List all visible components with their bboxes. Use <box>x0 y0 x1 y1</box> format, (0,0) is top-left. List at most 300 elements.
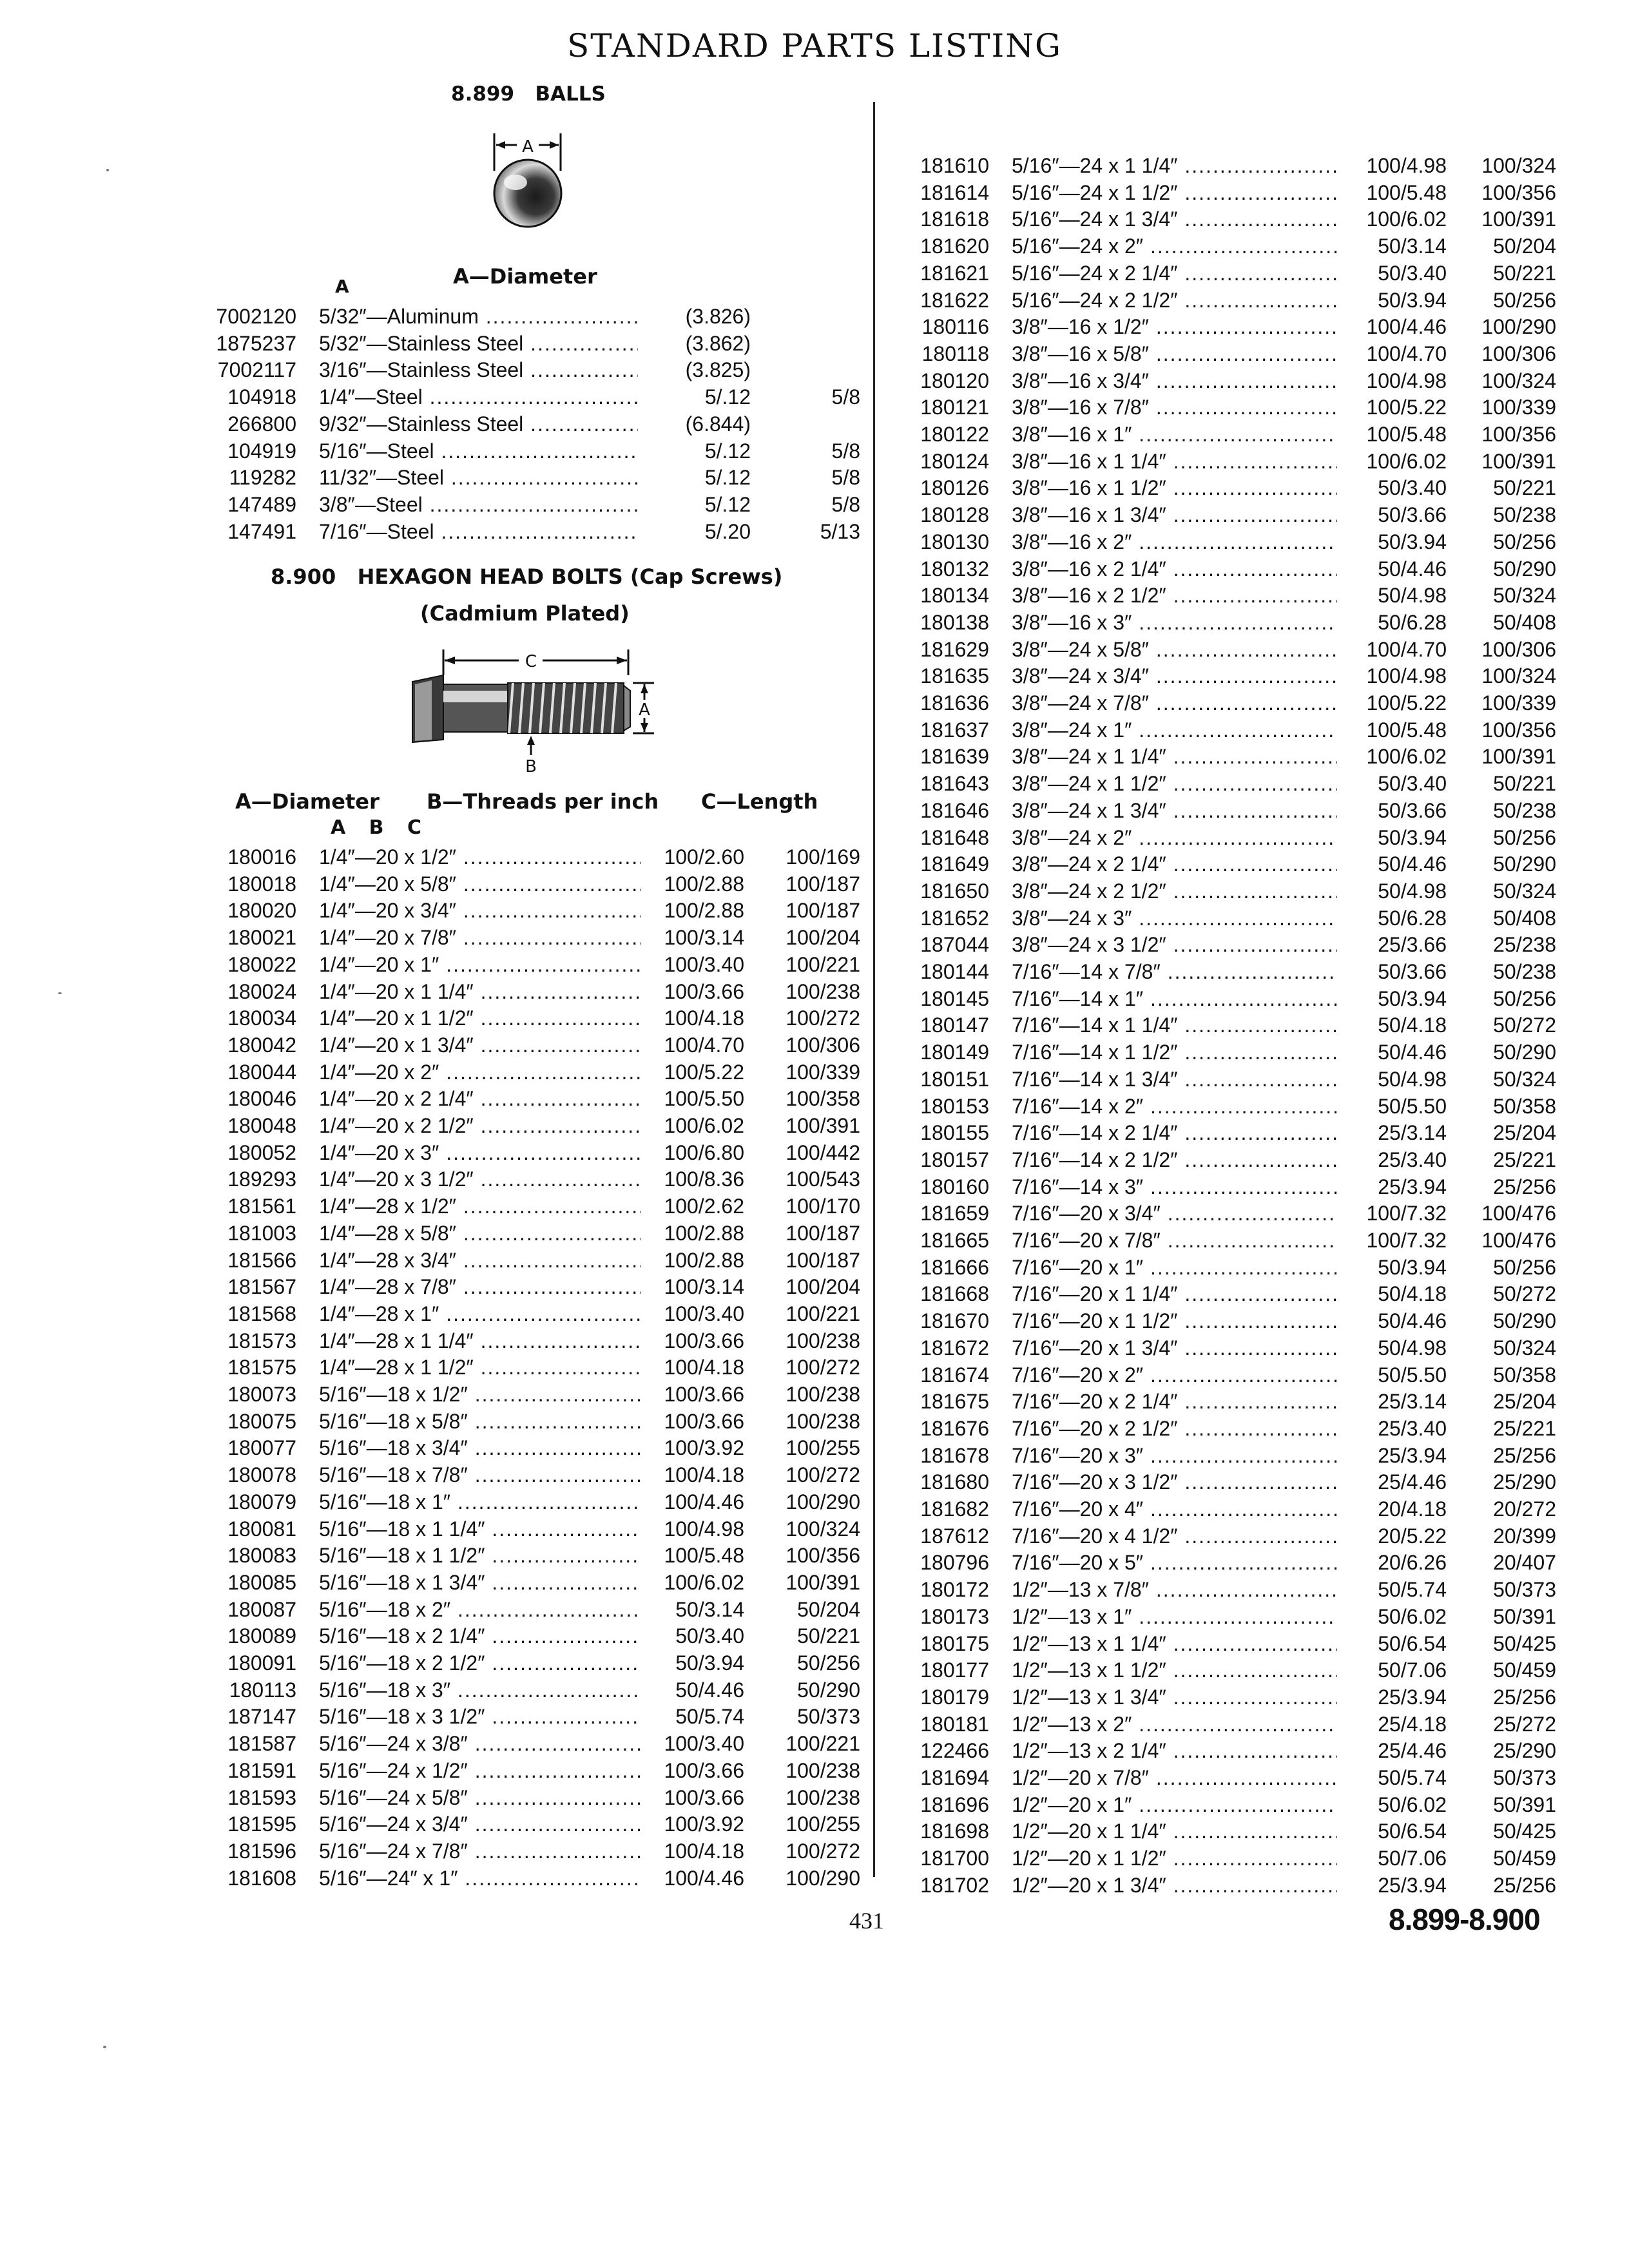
ball-description: 5/32″—Aluminum ..... <box>319 303 638 330</box>
bolt-row <box>886 717 1563 744</box>
bolt-size: 5/16″—24 x 1 1/4″ ..... <box>1012 153 1337 179</box>
ball-diagram-icon <box>477 126 580 238</box>
bolt-size: 7/16″—20 x 7/8″ ..... <box>1012 1227 1337 1254</box>
bolt-row <box>886 341 1563 367</box>
bolt-price-alt: 100/272 <box>786 1006 860 1030</box>
bolt-size: 1/2″—13 x 2″ ..... <box>1012 1711 1337 1738</box>
part-number: 180113 <box>229 1678 296 1702</box>
bolt-price: 100/3.66 <box>664 1329 744 1352</box>
part-number: 181618 <box>920 207 989 231</box>
bolt-row <box>193 1489 870 1515</box>
bolt-size: 3/8″—24 x 1″ ..... <box>1012 717 1337 744</box>
bolt-size: 3/8″—16 x 2 1/2″ ..... <box>1012 582 1337 609</box>
bolt-price: 100/6.80 <box>664 1140 744 1164</box>
bolt-row <box>886 1765 1563 1791</box>
part-number: 180018 <box>227 872 296 896</box>
bolt-price-alt: 100/391 <box>1481 745 1556 769</box>
bolt-price-alt: 50/373 <box>1493 1766 1556 1789</box>
bolt-row <box>886 1792 1563 1818</box>
bolt-price: 50/3.40 <box>1378 476 1447 500</box>
bolt-row <box>886 233 1563 260</box>
bolt-price-alt: 50/238 <box>1493 960 1556 983</box>
bolt-price: 100/4.98 <box>1366 369 1447 392</box>
bolt-row <box>886 986 1563 1012</box>
bolt-row <box>886 529 1563 555</box>
ball-row <box>193 438 870 465</box>
part-number: 180089 <box>227 1624 296 1648</box>
bolt-price-alt: 50/290 <box>1493 557 1556 581</box>
bolt-price: 25/4.18 <box>1378 1712 1447 1736</box>
part-number: 147491 <box>227 519 296 543</box>
bolt-row <box>886 1389 1563 1415</box>
bolt-size: 7/16″—20 x 2″ ..... <box>1012 1362 1337 1389</box>
bolt-row <box>886 851 1563 878</box>
bolt-price-alt: 50/256 <box>1493 986 1556 1010</box>
bolt-row <box>193 1274 870 1300</box>
part-number: 181635 <box>920 664 989 688</box>
bolt-price-alt: 50/256 <box>1493 288 1556 312</box>
part-number: 180181 <box>920 1712 989 1736</box>
part-number: 181649 <box>920 852 989 876</box>
bolt-price: 100/6.02 <box>664 1114 744 1137</box>
part-number: 180042 <box>227 1033 296 1057</box>
ball-std-pack: 5/8 <box>831 439 860 463</box>
bolt-size: 3/8″—16 x 1/2″ ..... <box>1012 314 1337 340</box>
bolt-row <box>886 1604 1563 1630</box>
bolt-size: 5/16″—24 x 1/2″ ..... <box>319 1758 641 1784</box>
bolt-price: 100/2.88 <box>664 872 744 896</box>
bolt-price-alt: 50/324 <box>1493 1067 1556 1091</box>
bolt-row <box>886 771 1563 797</box>
part-number: 181608 <box>227 1866 296 1890</box>
bolt-row <box>886 690 1563 716</box>
bolt-size: 5/16″—18 x 1/2″ ..... <box>319 1381 641 1408</box>
bolt-row <box>193 1570 870 1596</box>
bolt-row <box>193 1731 870 1757</box>
bolt-price: 100/4.98 <box>664 1517 744 1541</box>
part-number: 181639 <box>920 745 989 769</box>
bolt-row <box>886 1200 1563 1227</box>
bolt-price-alt: 50/290 <box>797 1678 860 1702</box>
bolt-price-alt: 50/204 <box>1493 235 1556 258</box>
bolt-size: 1/4″—20 x 7/8″ ..... <box>319 925 641 951</box>
bolt-price-alt: 50/425 <box>1493 1820 1556 1843</box>
bolt-price-alt: 100/442 <box>786 1140 860 1164</box>
part-number: 180079 <box>227 1490 296 1514</box>
bolt-row <box>886 1845 1563 1872</box>
bolt-diagram-icon <box>406 644 670 773</box>
bolt-row <box>886 1120 1563 1146</box>
bolt-size: 1/2″—13 x 1 1/2″ ..... <box>1012 1657 1337 1684</box>
part-number: 181682 <box>920 1497 989 1521</box>
bolt-price: 100/4.98 <box>1366 664 1447 688</box>
bolt-price-alt: 100/290 <box>786 1866 860 1890</box>
bolt-size: 3/8″—16 x 3/4″ ..... <box>1012 368 1337 394</box>
part-number: 181648 <box>920 825 989 849</box>
bolt-price: 100/3.40 <box>664 1302 744 1325</box>
bolt-row <box>193 1811 870 1838</box>
bolt-price: 100/4.18 <box>664 1839 744 1863</box>
scan-speck <box>58 992 62 994</box>
bolt-size: 1/4″—20 x 2 1/4″ ..... <box>319 1086 641 1112</box>
ball-row <box>193 331 870 357</box>
bolt-price-alt: 50/256 <box>797 1651 860 1675</box>
bolt-row <box>886 1523 1563 1550</box>
part-number: 180077 <box>227 1436 296 1460</box>
bolt-size: 5/16″—18 x 2 1/4″ ..... <box>319 1623 641 1649</box>
bolt-price-alt: 100/356 <box>1481 423 1556 446</box>
bolt-size: 1/4″—20 x 1 1/2″ ..... <box>319 1005 641 1032</box>
part-number: 180078 <box>227 1463 296 1487</box>
part-number: 189293 <box>227 1168 296 1191</box>
bolt-size: 7/16″—20 x 3 1/2″ ..... <box>1012 1469 1337 1495</box>
bolt-price: 50/7.06 <box>1378 1658 1447 1682</box>
bolt-price-alt: 50/425 <box>1493 1631 1556 1655</box>
bolt-price-alt: 20/399 <box>1493 1524 1556 1548</box>
bolt-row <box>886 556 1563 582</box>
bolt-size: 7/16″—14 x 1 3/4″ ..... <box>1012 1066 1337 1093</box>
bolt-row <box>886 825 1563 851</box>
ball-price: 5/.20 <box>704 519 751 543</box>
bolt-price: 100/5.22 <box>664 1060 744 1084</box>
bolt-price-alt: 100/391 <box>1481 449 1556 473</box>
bolt-size: 1/2″—13 x 1 1/4″ ..... <box>1012 1631 1337 1657</box>
bolt-price-alt: 50/408 <box>1493 906 1556 930</box>
part-number: 181566 <box>227 1248 296 1272</box>
bolt-price-alt: 50/373 <box>797 1705 860 1729</box>
bolt-price: 100/7.32 <box>1366 1229 1447 1252</box>
bolt-row <box>193 1542 870 1569</box>
bolt-price: 100/3.40 <box>664 1732 744 1756</box>
part-number: 181593 <box>227 1785 296 1809</box>
bolt-price-alt: 50/391 <box>1493 1792 1556 1816</box>
part-number: 181621 <box>920 261 989 285</box>
bolt-row <box>886 1093 1563 1120</box>
part-number: 180132 <box>920 557 989 581</box>
bolt-price: 50/3.14 <box>1378 235 1447 258</box>
bolt-row <box>886 1066 1563 1093</box>
bolt-price: 50/4.98 <box>1378 1067 1447 1091</box>
bolt-size: 7/16″—20 x 4″ ..... <box>1012 1496 1337 1523</box>
bolt-price-alt: 25/272 <box>1493 1712 1556 1736</box>
bolt-row <box>193 1838 870 1865</box>
bolt-price: 100/3.40 <box>664 952 744 976</box>
bolt-size: 7/16″—20 x 1 1/4″ ..... <box>1012 1281 1337 1307</box>
bolt-size: 3/8″—24 x 2″ ..... <box>1012 825 1337 851</box>
part-number: 181665 <box>920 1229 989 1252</box>
part-number: 180147 <box>920 1014 989 1037</box>
part-number: 147489 <box>227 492 296 516</box>
ball-price: 5/.12 <box>704 492 751 516</box>
bolt-price-alt: 100/339 <box>1481 691 1556 715</box>
bolt-price: 50/5.50 <box>1378 1363 1447 1387</box>
bolt-price-alt: 100/238 <box>786 1785 860 1809</box>
bolt-row <box>886 1443 1563 1469</box>
bolt-price: 25/3.94 <box>1378 1685 1447 1709</box>
part-number: 180124 <box>920 449 989 473</box>
bolt-row <box>193 1113 870 1139</box>
part-number: 180149 <box>920 1041 989 1064</box>
part-number: 181575 <box>227 1356 296 1379</box>
part-number: 181573 <box>227 1329 296 1352</box>
section-range: 8.899-8.900 <box>1389 1903 1540 1936</box>
part-number: 181636 <box>920 691 989 715</box>
bolt-price: 50/4.46 <box>675 1678 744 1702</box>
bolt-size: 1/2″—20 x 1″ ..... <box>1012 1792 1337 1818</box>
bolt-size: 1/4″—28 x 1/2″ ..... <box>319 1193 641 1220</box>
bolt-size: 7/16″—20 x 1 1/2″ ..... <box>1012 1308 1337 1334</box>
part-number: 181676 <box>920 1416 989 1440</box>
bolt-size: 3/8″—16 x 2 1/4″ ..... <box>1012 556 1337 582</box>
bolt-row <box>886 394 1563 421</box>
bolt-price: 25/3.40 <box>1378 1148 1447 1171</box>
bolt-price: 50/7.06 <box>1378 1847 1447 1870</box>
bolt-row <box>193 871 870 898</box>
bolt-size: 3/8″—24 x 1 3/4″ ..... <box>1012 798 1337 824</box>
bolt-row <box>193 1328 870 1354</box>
part-number: 181637 <box>920 718 989 742</box>
bolt-price-alt: 20/272 <box>1493 1497 1556 1521</box>
bolt-price: 100/6.02 <box>1366 207 1447 231</box>
bolt-price-alt: 50/290 <box>1493 852 1556 876</box>
part-number: 181674 <box>920 1363 989 1387</box>
bolt-price-alt: 50/459 <box>1493 1658 1556 1682</box>
bolt-price-alt: 100/169 <box>786 845 860 869</box>
bolt-row <box>886 421 1563 448</box>
part-number: 180024 <box>227 979 296 1003</box>
bolt-size: 1/4″—28 x 1″ ..... <box>319 1301 641 1327</box>
bolt-price-alt: 50/408 <box>1493 610 1556 634</box>
bolt-row <box>193 1677 870 1704</box>
bolt-price-alt: 100/255 <box>786 1812 860 1836</box>
part-number: 181659 <box>920 1202 989 1225</box>
bolt-size: 5/16″—18 x 1 1/2″ ..... <box>319 1542 641 1569</box>
part-number: 181702 <box>920 1873 989 1897</box>
bolt-price-alt: 25/221 <box>1493 1416 1556 1440</box>
bolt-price: 100/5.50 <box>664 1087 744 1111</box>
bolt-price: 100/3.92 <box>664 1812 744 1836</box>
bolt-price: 20/6.26 <box>1378 1551 1447 1575</box>
bolt-price-alt: 100/324 <box>786 1517 860 1541</box>
ball-std-pack: 5/8 <box>831 492 860 516</box>
bolt-price: 100/3.66 <box>664 1409 744 1433</box>
bolt-price-alt: 100/238 <box>786 979 860 1003</box>
bolt-row <box>193 1247 870 1274</box>
bolt-price: 25/4.46 <box>1378 1739 1447 1763</box>
bolt-price: 100/7.32 <box>1366 1202 1447 1225</box>
bolt-price-alt: 100/391 <box>786 1570 860 1594</box>
bolt-price: 100/3.92 <box>664 1436 744 1460</box>
part-number: 181620 <box>920 235 989 258</box>
bolt-size: 3/8″—24 x 3 1/2″ ..... <box>1012 932 1337 958</box>
bolt-size: 1/4″—20 x 3 1/2″ ..... <box>319 1166 641 1193</box>
part-number: 181700 <box>920 1847 989 1870</box>
part-number: 180073 <box>227 1383 296 1406</box>
bolt-size: 5/16″—24 x 2 1/4″ ..... <box>1012 260 1337 287</box>
bolt-price: 50/3.40 <box>675 1624 744 1648</box>
bolt-price: 100/3.66 <box>664 1785 744 1809</box>
bolt-price-alt: 100/221 <box>786 1732 860 1756</box>
part-number: 180122 <box>920 423 989 446</box>
bolt-row <box>193 1516 870 1542</box>
bolt-price-alt: 100/204 <box>786 1275 860 1299</box>
bolt-row <box>193 1140 870 1166</box>
ball-price: (6.844) <box>685 412 751 436</box>
bolt-threads-label: B <box>525 757 537 773</box>
bolt-row <box>886 1362 1563 1389</box>
bolt-size: 7/16″—20 x 5″ ..... <box>1012 1550 1337 1576</box>
bolt-price-alt: 50/324 <box>1493 1336 1556 1360</box>
bolt-price-alt: 50/204 <box>797 1597 860 1621</box>
bolt-price-alt: 50/358 <box>1493 1363 1556 1387</box>
bolt-row <box>886 1684 1563 1711</box>
bolt-row <box>193 1597 870 1623</box>
bolt-row <box>886 368 1563 394</box>
part-number: 180121 <box>920 396 989 419</box>
ball-description: 7/16″—Steel ..... <box>319 519 638 545</box>
part-number: 180048 <box>227 1114 296 1137</box>
part-number: 180034 <box>227 1006 296 1030</box>
bolt-price: 50/5.74 <box>675 1705 744 1729</box>
bolt-size: 5/16″—18 x 7/8″ ..... <box>319 1462 641 1488</box>
part-number: 180175 <box>920 1631 989 1655</box>
part-number: 181587 <box>227 1732 296 1756</box>
part-number: 181595 <box>227 1812 296 1836</box>
bolt-row <box>193 1408 870 1435</box>
part-number: 181596 <box>227 1839 296 1863</box>
part-number: 181561 <box>227 1195 296 1218</box>
part-number: 181643 <box>920 772 989 796</box>
bolt-size: 5/16″—24 x 2″ ..... <box>1012 233 1337 260</box>
part-number: 187044 <box>920 933 989 957</box>
bolt-size: 7/16″—14 x 1 1/2″ ..... <box>1012 1039 1337 1066</box>
part-number: 180179 <box>920 1685 989 1709</box>
bolt-size: 7/16″—14 x 2″ ..... <box>1012 1093 1337 1120</box>
balls-diameter-header: A—Diameter <box>453 264 597 289</box>
bolt-row <box>193 1435 870 1461</box>
bolt-size: 5/16″—18 x 1 1/4″ ..... <box>319 1516 641 1542</box>
bolt-price: 100/3.66 <box>664 1758 744 1782</box>
part-number: 181629 <box>920 637 989 661</box>
bolt-row <box>886 475 1563 501</box>
bolt-row <box>886 959 1563 985</box>
bolt-price-alt: 100/238 <box>786 1329 860 1352</box>
bolt-price: 25/3.94 <box>1378 1175 1447 1198</box>
bolt-price: 100/2.88 <box>664 1248 744 1272</box>
bolt-price: 100/6.02 <box>1366 449 1447 473</box>
bolt-row <box>886 1469 1563 1495</box>
bolt-size: 7/16″—14 x 3″ ..... <box>1012 1174 1337 1200</box>
part-number: 180016 <box>227 845 296 869</box>
part-number: 181678 <box>920 1443 989 1467</box>
bolt-size: 7/16″—20 x 2 1/2″ ..... <box>1012 1416 1337 1442</box>
bolt-price: 100/2.60 <box>664 845 744 869</box>
bolt-price: 50/6.28 <box>1378 906 1447 930</box>
bolt-row <box>886 932 1563 958</box>
part-number: 180151 <box>920 1067 989 1091</box>
part-number: 119282 <box>229 466 296 490</box>
ball-price: (3.826) <box>685 305 751 328</box>
bolt-price: 100/6.02 <box>664 1570 744 1594</box>
bolt-row <box>886 1711 1563 1738</box>
bolt-price-alt: 50/324 <box>1493 584 1556 608</box>
bolt-price: 50/4.46 <box>1378 1041 1447 1064</box>
bolt-price-alt: 50/221 <box>1493 476 1556 500</box>
part-number: 180126 <box>920 476 989 500</box>
bolts-section-heading: 8.900 HEXAGON HEAD BOLTS (Cap Screws) <box>271 564 783 589</box>
bolt-price-alt: 20/407 <box>1493 1551 1556 1575</box>
part-number: 104919 <box>227 439 296 463</box>
bolt-price: 50/6.28 <box>1378 610 1447 634</box>
part-number: 181696 <box>920 1792 989 1816</box>
bolt-price: 100/3.14 <box>664 926 744 950</box>
bolt-size: 5/16″—18 x 2 1/2″ ..... <box>319 1650 641 1677</box>
bolt-row <box>193 1381 870 1408</box>
part-number: 180116 <box>921 315 989 339</box>
part-number: 180796 <box>920 1551 989 1575</box>
bolt-price-alt: 25/256 <box>1493 1685 1556 1709</box>
bolt-price: 50/5.74 <box>1378 1578 1447 1602</box>
bolt-price-alt: 25/204 <box>1493 1121 1556 1145</box>
bolt-price: 20/5.22 <box>1378 1524 1447 1548</box>
part-number: 180155 <box>920 1121 989 1145</box>
bolt-price-alt: 100/255 <box>786 1436 860 1460</box>
bolt-price: 100/2.88 <box>664 899 744 923</box>
part-number: 181670 <box>920 1309 989 1333</box>
bolt-row <box>886 287 1563 314</box>
part-number: 180052 <box>227 1140 296 1164</box>
bolt-size: 5/16″—24 x 3/4″ ..... <box>319 1811 641 1838</box>
bolt-size: 1/4″—20 x 1 3/4″ ..... <box>319 1032 641 1059</box>
ball-dimension-label: A <box>522 137 534 157</box>
bolt-price: 100/5.48 <box>664 1544 744 1568</box>
part-number: 181567 <box>227 1275 296 1299</box>
bolt-size: 7/16″—20 x 4 1/2″ ..... <box>1012 1523 1337 1550</box>
bolt-row <box>193 1865 870 1892</box>
bolt-price-alt: 100/391 <box>786 1114 860 1137</box>
bolt-price: 100/6.02 <box>1366 745 1447 769</box>
bolt-size: 1/4″—28 x 1 1/2″ ..... <box>319 1354 641 1381</box>
ball-description: 3/8″—Steel ..... <box>319 492 638 518</box>
bolt-row <box>886 1012 1563 1039</box>
bolt-price: 50/3.94 <box>1378 825 1447 849</box>
bolt-price-alt: 50/272 <box>1493 1014 1556 1037</box>
bolt-price: 100/4.18 <box>664 1006 744 1030</box>
bolt-price-alt: 25/290 <box>1493 1739 1556 1763</box>
part-number: 180020 <box>227 899 296 923</box>
bolt-price-alt: 100/339 <box>1481 396 1556 419</box>
part-number: 7002117 <box>217 358 296 382</box>
part-number: 180177 <box>920 1658 989 1682</box>
bolt-row <box>193 1704 870 1730</box>
bolt-row <box>886 905 1563 932</box>
bolt-size: 5/16″—18 x 1″ ..... <box>319 1489 641 1515</box>
ball-description: 11/32″—Steel ..... <box>319 465 638 491</box>
bolt-row <box>886 878 1563 905</box>
part-number: 180075 <box>227 1409 296 1433</box>
bolt-size: 1/2″—13 x 1 3/4″ ..... <box>1012 1684 1337 1711</box>
bolt-size: 3/8″—24 x 1 1/2″ ..... <box>1012 771 1337 797</box>
bolt-size: 3/8″—24 x 2 1/4″ ..... <box>1012 851 1337 878</box>
bolt-price: 50/4.46 <box>1378 557 1447 581</box>
bolt-price: 50/4.98 <box>1378 879 1447 903</box>
bolt-price: 100/5.22 <box>1366 396 1447 419</box>
bolt-row <box>886 1550 1563 1576</box>
bolt-price: 25/3.94 <box>1378 1443 1447 1467</box>
bolt-price-alt: 25/290 <box>1493 1470 1556 1494</box>
bolt-price: 50/6.54 <box>1378 1631 1447 1655</box>
bolt-size: 5/16″—24 x 1 3/4″ ..... <box>1012 206 1337 233</box>
